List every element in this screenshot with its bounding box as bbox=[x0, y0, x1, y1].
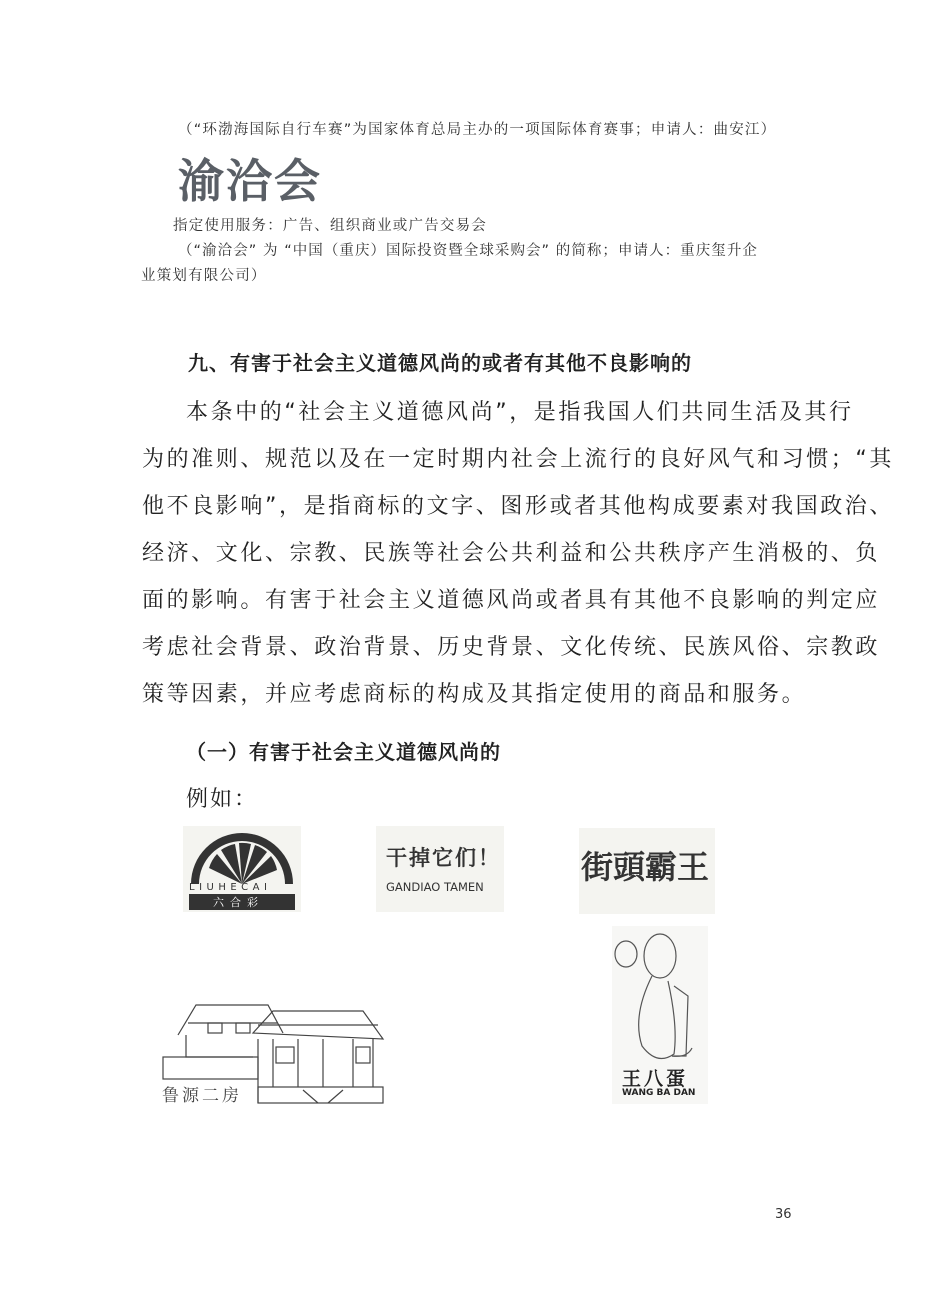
paragraph-line: 本条中的“社会主义道德风尚”，是指我国人们共同生活及其行 bbox=[186, 400, 854, 425]
paragraph-line: 考虑社会背景、政治背景、历史背景、文化传统、民族风俗、宗教政 bbox=[142, 635, 881, 660]
paragraph-line: 策等因素，并应考虑商标的构成及其指定使用的商品和服务。 bbox=[142, 682, 807, 707]
yuqiahui-trademark: 渝洽会 bbox=[178, 154, 322, 208]
paragraph-line: 经济、文化、宗教、民族等社会公共利益和公共秩序产生消极的、负 bbox=[142, 541, 881, 566]
liuhecai-en: LIUHECAI bbox=[189, 882, 272, 893]
trademark-note-line1: （“渝洽会” 为 “中国（重庆）国际投资暨全球采购会” 的简称；申请人：重庆玺升企 bbox=[178, 243, 758, 259]
house-drawing-logo bbox=[158, 995, 388, 1105]
jietou-bawang-logo bbox=[579, 828, 715, 914]
liuhecai-cn: 六合彩 bbox=[213, 896, 264, 909]
trademark-note-line2: 业策划有限公司） bbox=[141, 268, 267, 284]
lutou-cn: 鲁源二房 bbox=[162, 1086, 242, 1106]
page-number: 36 bbox=[775, 1207, 792, 1222]
jietou-cn: 街頭霸王 bbox=[581, 848, 710, 886]
paragraph-line: 面的影响。有害于社会主义道德风尚或者具有其他不良影响的判定应 bbox=[142, 588, 881, 613]
paragraph-line: 为的准则、规范以及在一定时期内社会上流行的良好风气和习惯；“其 bbox=[142, 447, 894, 472]
gandiao-cn: 干掉它们！ bbox=[386, 846, 501, 870]
subheading: （一）有害于社会主义道德风尚的 bbox=[186, 740, 501, 764]
section-heading: 九、有害于社会主义道德风尚的或者有其他不良影响的 bbox=[188, 351, 692, 375]
wangbadan-cn: 王八蛋 bbox=[622, 1068, 689, 1090]
gandiao-tamen-logo bbox=[376, 826, 504, 912]
liuhecai-logo bbox=[183, 826, 301, 912]
wangbadan-en: WANG BA DAN bbox=[622, 1088, 696, 1098]
gandiao-en: GANDIAO TAMEN bbox=[386, 880, 484, 894]
example-label: 例如： bbox=[186, 787, 259, 812]
top-note: （“环渤海国际自行车赛”为国家体育总局主办的一项国际体育赛事；申请人：曲安江） bbox=[178, 122, 777, 138]
paragraph-line: 他不良影响”，是指商标的文字、图形或者其他构成要素对我国政治、 bbox=[142, 494, 894, 519]
designated-services: 指定使用服务：广告、组织商业或广告交易会 bbox=[173, 218, 487, 234]
wangbadan-logo bbox=[612, 926, 708, 1104]
